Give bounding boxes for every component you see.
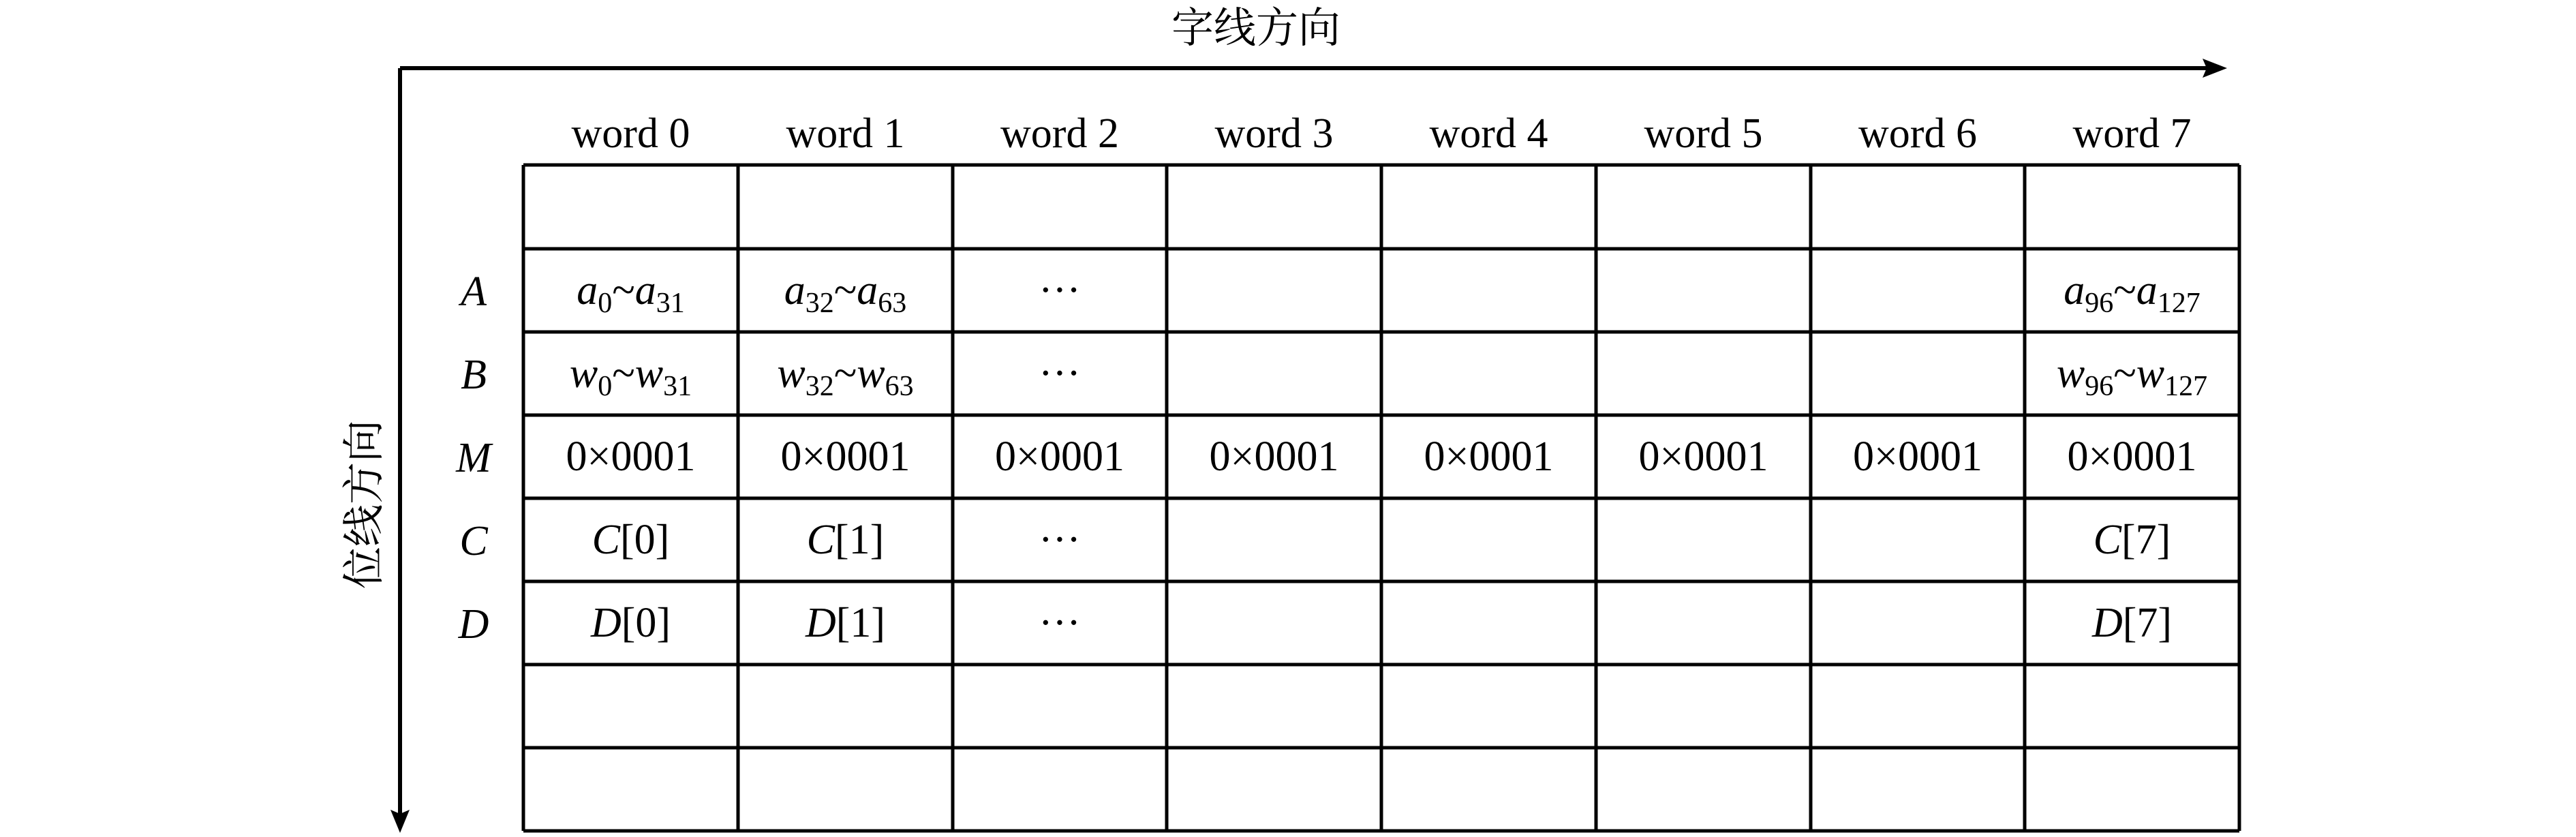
cell-r2-c0: w0~w31 [569, 350, 692, 402]
row-label-d: D [458, 601, 489, 648]
bitline-direction-label: 位线方向 [339, 419, 388, 590]
wordline-direction-label: 字线方向 [1171, 3, 1341, 52]
row-label-a: A [461, 269, 487, 315]
cell-r3-c1: 0×0001 [780, 433, 910, 480]
cell-r4-c1: C[1] [806, 517, 885, 563]
word-header-0: word 0 [571, 110, 690, 157]
row-labels [455, 269, 493, 648]
cell-r3-c4: 0×0001 [1424, 433, 1554, 480]
cell-r3-c5: 0×0001 [1638, 433, 1768, 480]
cell-r4-c0: C[0] [592, 517, 670, 563]
row-label-c: C [459, 518, 488, 564]
word-header-5: word 5 [1644, 110, 1763, 157]
cell-r1-c7: a96~a127 [2064, 267, 2201, 319]
cell-r2-c7: w96~w127 [2056, 350, 2208, 402]
cell-r2-c1: w32~w63 [777, 350, 914, 402]
cell-r3-c7: 0×0001 [2067, 433, 2197, 480]
word-header-4: word 4 [1429, 110, 1548, 157]
word-header-6: word 6 [1858, 110, 1977, 157]
word-header-7: word 7 [2072, 110, 2192, 157]
cell-r5-c1: D[1] [805, 600, 886, 646]
cell-r3-c6: 0×0001 [1853, 433, 1982, 480]
word-header-1: word 1 [786, 110, 905, 157]
cell-r3-c2: 0×0001 [995, 433, 1124, 480]
word-headers [572, 110, 2192, 157]
cell-r5-c2: ··· [1039, 600, 1081, 646]
cell-r4-c7: C[7] [2093, 517, 2171, 563]
word-header-3: word 3 [1214, 110, 1334, 157]
bitline-axis [339, 68, 410, 833]
cell-r1-c1: a32~a63 [784, 267, 907, 319]
word-header-2: word 2 [1000, 110, 1119, 157]
cell-r5-c0: D[0] [590, 600, 671, 646]
cell-r2-c2: ··· [1039, 350, 1081, 397]
cell-r1-c2: ··· [1039, 267, 1081, 314]
memory-cells [566, 267, 2208, 646]
wordline-axis [400, 3, 2227, 78]
cell-r4-c2: ··· [1039, 517, 1081, 563]
row-label-b: B [461, 352, 487, 398]
cell-r3-c3: 0×0001 [1209, 433, 1339, 480]
memory-grid [523, 165, 2239, 831]
cell-r1-c0: a0~a31 [577, 267, 685, 319]
cell-r5-c7: D[7] [2091, 600, 2173, 646]
cell-r3-c0: 0×0001 [566, 433, 696, 480]
row-label-m: M [456, 435, 491, 481]
